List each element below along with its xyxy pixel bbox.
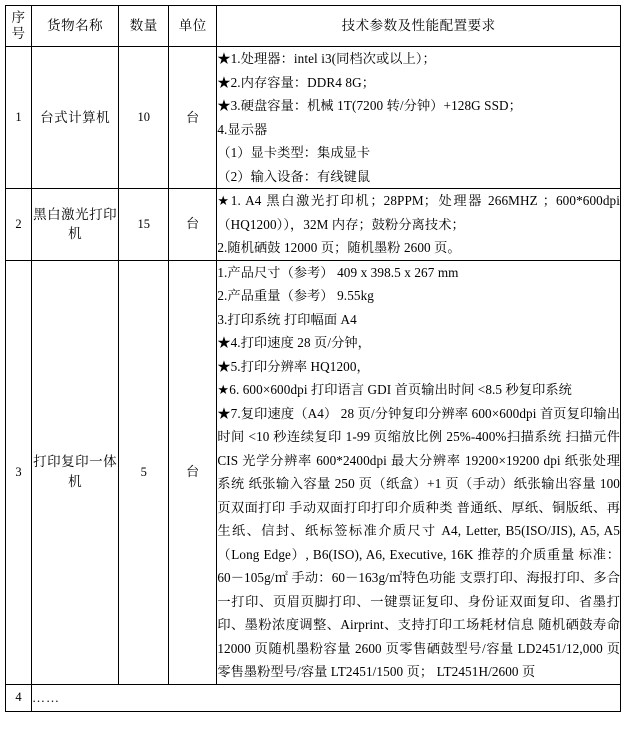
cell-quantity: 15 xyxy=(119,189,169,261)
table-row xyxy=(6,189,621,261)
cell-ellipsis: …… xyxy=(32,684,621,711)
spec-line: 1.产品尺寸（参考） 409 x 398.5 x 267 mm xyxy=(217,264,459,280)
spec-line: ★4.打印速度 28 页/分钟， xyxy=(217,335,371,350)
table-header-row xyxy=(6,6,621,47)
spec-line: ★7.复印速度（A4） 28 页/分钟复印分辨率 600×600dpi 首页复印输出时间 <10 秒连续复印 1-99 页缩放比例 25%-400%扫描系统 扫描元件 CIS 光学分辨率 600*2400dpi 最大分辨率 19200×19200 dpi 纸张处理系统 纸张输入容量 250 页（纸盒）+1 页（手动）纸张输出容量 100 页双面打印 手动双面打印打印介质种类 普通纸、厚纸、铜版纸、再生纸、信封、纸标签标准介质尺寸 A4, Letter, B5(ISO/JIS), A5, A5（Long Edge）, B6(ISO), A6, Executive, 16K 推荐的介质重量 标准：60－105g/㎡ 手动：60－163g/㎡特色功能 支票打印、海报打印、多合一打印、页眉页脚打印、一键票证复印、身份证双面复印、省墨打印、墨粉浓度调整、Airprint、支持打印工场耗材信息 随机硒鼓寿命 12000 页随机墨粉容量 2600 页零售硒鼓型号/容量 LD2451/12,000 页零售墨粉型号/容量 LT2451/1500 页； LT2451H/2600 页 xyxy=(217,405,624,679)
cell-seq: 2 xyxy=(6,189,32,261)
spec-line: ★1. A4 黑白激光打印机；28PPM；处理器 266MHZ ；600*600dpi（HQ1200）），32M 内存；鼓粉分离技术； xyxy=(217,193,620,232)
column-header-spec: 技术参数及性能配置要求 xyxy=(217,6,621,47)
cell-unit: 台 xyxy=(169,47,217,189)
cell-seq: 1 xyxy=(6,47,32,189)
spec-line: ★3.硬盘容量：机械 1T(7200 转/分钟）+128G SSD； xyxy=(217,98,522,113)
cell-goods-name: 打印复印一体机 xyxy=(32,260,119,684)
cell-quantity: 5 xyxy=(119,260,169,684)
spec-line: 2.随机硒鼓 12000 页；随机墨粉 2600 页。 xyxy=(217,240,461,255)
cell-quantity: 10 xyxy=(119,47,169,189)
table-row xyxy=(6,260,621,684)
cell-unit: 台 xyxy=(169,260,217,684)
column-header-seq: 序 号 xyxy=(6,6,32,47)
spec-line: 2.产品重量（参考） 9.55kg xyxy=(217,288,374,303)
cell-seq: 4 xyxy=(6,684,32,711)
spec-line: 4.显示器 xyxy=(217,121,268,137)
cell-unit: 台 xyxy=(169,189,217,261)
spec-line: （1）显卡类型：集成显卡 xyxy=(217,145,371,160)
table-row xyxy=(6,47,621,189)
column-header-name: 货物名称 xyxy=(32,6,119,47)
spec-line: 3.打印系统 打印幅面 A4 xyxy=(217,311,357,327)
spec-line: ★5.打印分辨率 HQ1200， xyxy=(217,358,370,374)
spec-line: ★1.处理器：intel i3(同档次或以上）； xyxy=(217,51,436,66)
spec-line: ★2.内存容量：DDR4 8G； xyxy=(217,74,375,90)
table-row xyxy=(6,684,621,711)
table-body xyxy=(6,47,624,712)
goods-specification-table xyxy=(5,5,624,712)
cell-goods-name: 黑白激光打印机 xyxy=(32,189,119,261)
cell-goods-name: 台式计算机 xyxy=(32,47,119,189)
column-header-qty: 数量 xyxy=(119,6,169,47)
spec-line: （2）输入设备：有线键鼠 xyxy=(217,168,371,184)
cell-specification xyxy=(217,189,621,261)
cell-seq: 3 xyxy=(6,260,32,684)
table-header xyxy=(6,6,621,47)
column-header-unit: 单位 xyxy=(169,6,217,47)
spec-line: ★6. 600×600dpi 打印语言 GDI 首页输出时间 <8.5 秒复印系统 xyxy=(217,382,572,397)
cell-specification xyxy=(217,47,621,189)
cell-specification xyxy=(217,260,624,684)
